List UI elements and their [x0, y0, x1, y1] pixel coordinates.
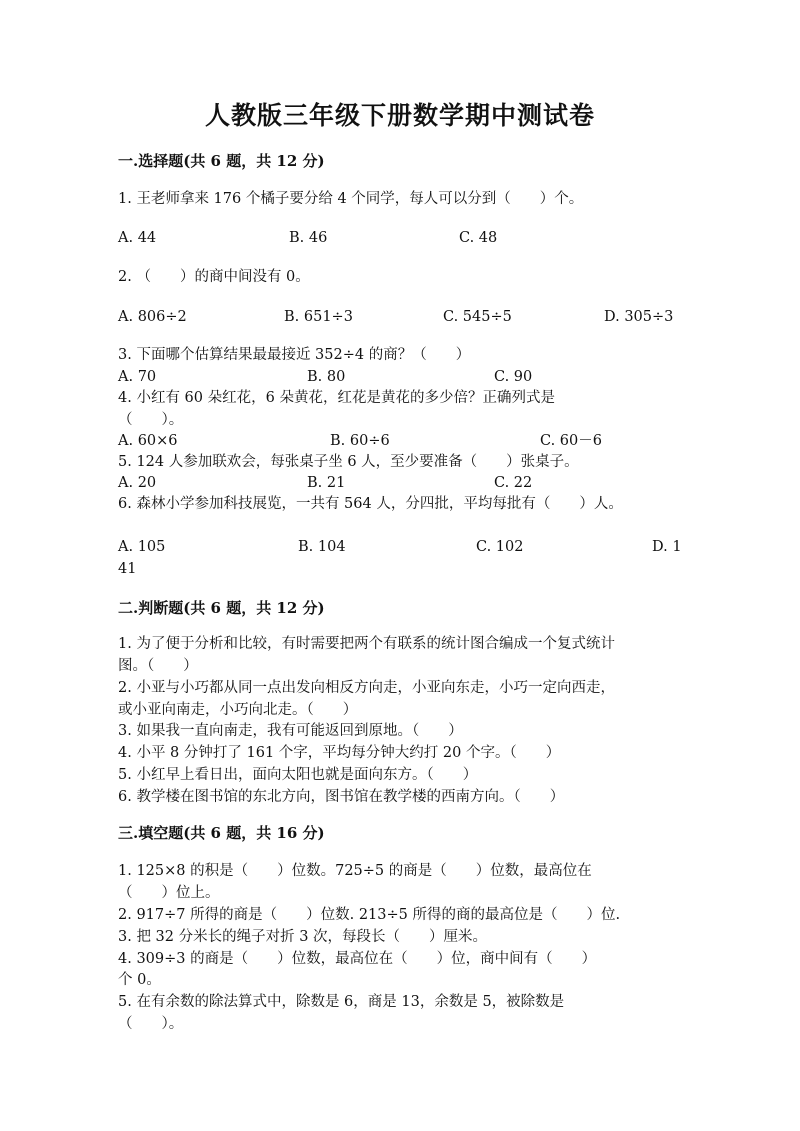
section-fill-heading: 三.填空题(共 6 题，共 16 分)	[118, 824, 325, 842]
fill-q5-line1: 5. 在有余数的除法算式中，除数是 6，商是 13，余数是 5，被除数是	[118, 994, 565, 1010]
choice-q3-option-b: B. 80	[307, 369, 346, 385]
choice-q1-option-a: A. 44	[118, 230, 157, 246]
judge-q4: 4. 小平 8 分钟打了 161 个字，平均每分钟大约打 20 个字。（ ）	[118, 745, 561, 761]
choice-q6-option-b: B. 104	[298, 539, 346, 555]
choice-q3: 3. 下面哪个估算结果最最接近 352÷4 的商？（ ）	[118, 347, 471, 363]
choice-q5: 5. 124 人参加联欢会，每张桌子坐 6 人，至少要准备（ ）张桌子。	[118, 454, 579, 470]
judge-q1-line1: 1. 为了便于分析和比较，有时需要把两个有联系的统计图合编成一个复式统计	[118, 636, 615, 652]
fill-q1-line1: 1. 125×8 的积是（ ）位数。725÷5 的商是（ ）位数，最高位在	[118, 863, 592, 879]
choice-q3-option-a: A. 70	[118, 369, 157, 385]
choice-q4-option-b: B. 60÷6	[330, 433, 390, 449]
choice-q1: 1. 王老师拿来 176 个橘子要分给 4 个同学，每人可以分到（ ）个。	[118, 191, 584, 207]
choice-q6-option-c: C. 102	[476, 539, 524, 555]
choice-q2-option-c: C. 545÷5	[443, 309, 512, 325]
judge-q5: 5. 小红早上看日出，面向太阳也就是面向东方。（ ）	[118, 767, 478, 783]
choice-q4-line2: （ ）。	[118, 412, 184, 428]
choice-q4-option-a: A. 60×6	[118, 433, 178, 449]
choice-q4-line1: 4. 小红有 60 朵红花，6 朵黄花，红花是黄花的多少倍？正确列式是	[118, 390, 555, 406]
choice-q6-option-d-part1: D. 1	[652, 539, 682, 555]
choice-q2: 2. （ ）的商中间没有 0。	[118, 269, 310, 285]
fill-q4-line1: 4. 309÷3 的商是（ ）位数，最高位在（ ）位，商中间有（ ）	[118, 951, 597, 967]
section-judge-heading: 二.判断题(共 6 题，共 12 分)	[118, 599, 325, 617]
page-title: 人教版三年级下册数学期中测试卷	[204, 101, 595, 130]
choice-q1-option-c: C. 48	[459, 230, 498, 246]
choice-q2-option-b: B. 651÷3	[284, 309, 353, 325]
judge-q3: 3. 如果我一直向南走，我有可能返回到原地。（ ）	[118, 723, 463, 739]
fill-q4-line2: 个 0。	[118, 972, 161, 988]
fill-q1-line2: （ ）位上。	[118, 885, 220, 901]
judge-q2-line1: 2. 小亚与小巧都从同一点出发向相反方向走，小亚向东走，小巧一定向西走，	[118, 680, 615, 696]
choice-q5-option-c: C. 22	[494, 475, 533, 491]
choice-q1-option-b: B. 46	[289, 230, 328, 246]
choice-q5-option-a: A. 20	[118, 475, 157, 491]
judge-q1-line2: 图。（ ）	[118, 658, 198, 674]
choice-q2-option-d: D. 305÷3	[604, 309, 674, 325]
choice-q5-option-b: B. 21	[307, 475, 346, 491]
choice-q6-option-a: A. 105	[118, 539, 166, 555]
choice-q4-option-c: C. 60－6	[540, 433, 602, 449]
judge-q6: 6. 教学楼在图书馆的东北方向，图书馆在教学楼的西南方向。（ ）	[118, 789, 565, 805]
choice-q6: 6. 森林小学参加科技展览，一共有 564 人，分四批，平均每批有（ ）人。	[118, 496, 623, 512]
judge-q2-line2: 或小亚向南走，小巧向北走。（ ）	[118, 702, 358, 718]
choice-q2-option-a: A. 806÷2	[118, 309, 187, 325]
fill-q5-line2: （ ）。	[118, 1016, 184, 1032]
fill-q2: 2. 917÷7 所得的商是（ ）位数. 213÷5 所得的商的最高位是（ ）位.	[118, 907, 621, 923]
section-choice-heading: 一.选择题(共 6 题，共 12 分)	[118, 152, 325, 170]
fill-q3: 3. 把 32 分米长的绳子对折 3 次，每段长（ ）厘米。	[118, 929, 488, 945]
choice-q3-option-c: C. 90	[494, 369, 533, 385]
choice-q6-option-d-part2: 41	[118, 561, 137, 577]
